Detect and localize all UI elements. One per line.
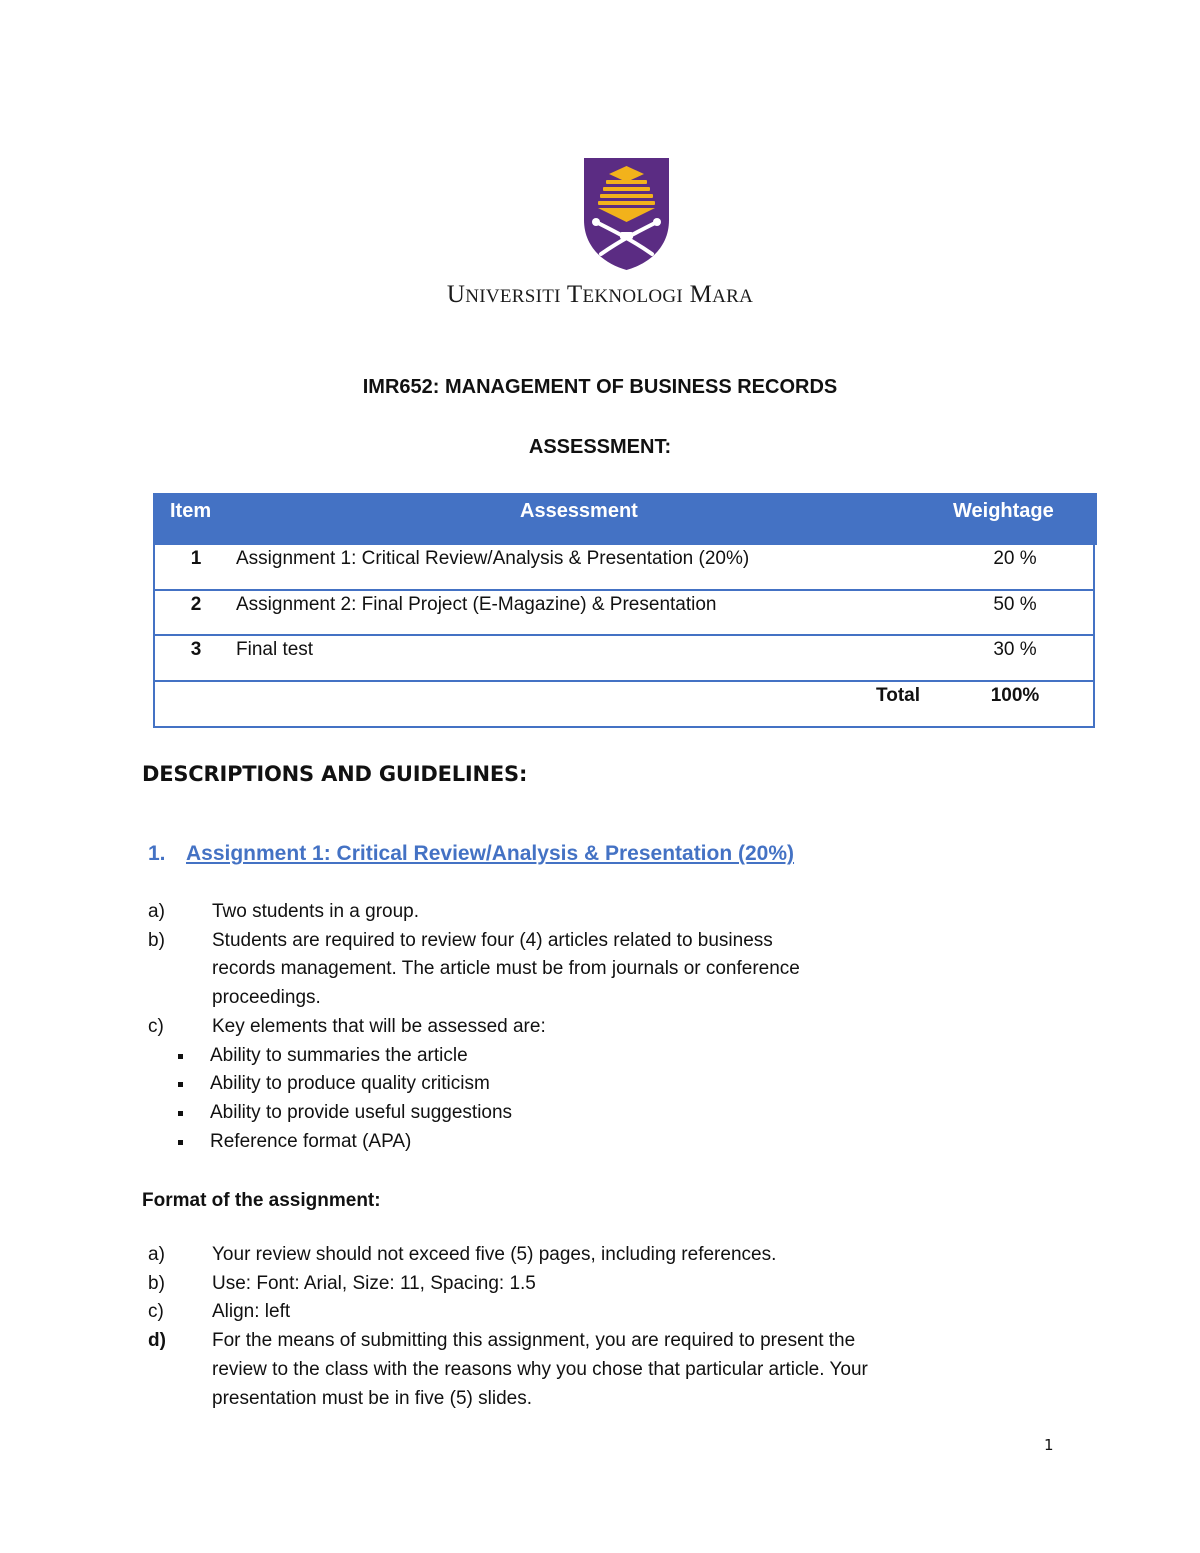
list-text: Students are required to review four (4) articles related to business: [212, 929, 773, 951]
list-label: a): [148, 901, 165, 922]
table-total-row: [155, 682, 1093, 726]
section-title-text: Assignment 1: Critical Review/Analysis & Presentation (20%): [186, 842, 795, 865]
row-assessment: Assignment 1: Critical Review/Analysis & Presentation (20%): [236, 548, 750, 569]
section-1-list: [148, 898, 800, 1156]
page-number: 1: [1044, 1436, 1054, 1454]
list-item: [148, 1270, 868, 1299]
row-item: 2: [190, 594, 202, 615]
list-item: [148, 927, 800, 1013]
row-item: 1: [190, 548, 202, 569]
list-item: [148, 1013, 800, 1042]
table-row: [155, 545, 1093, 591]
list-text: Two students in a group.: [212, 901, 420, 922]
table-row: [155, 591, 1093, 636]
total-label: Total: [876, 685, 920, 706]
list-item: [148, 898, 800, 927]
list-item: [148, 1327, 868, 1413]
list-text: For the means of submitting this assignment, you are required to present the: [212, 1330, 856, 1352]
list-label: a): [148, 1244, 165, 1265]
list-label: d): [148, 1330, 166, 1352]
university-logo: [582, 158, 671, 270]
row-weightage: 20 %: [993, 548, 1037, 569]
row-assessment: Assignment 2: Final Project (E-Magazine) & Presentation: [236, 594, 717, 615]
list-text: Key elements that will be assessed are:: [212, 1015, 546, 1037]
bullet-list: [148, 1042, 800, 1157]
list-text: Use: Font: Arial, Size: 11, Spacing: 1.5: [212, 1272, 536, 1294]
table-header: [153, 493, 1097, 545]
format-list: [148, 1241, 868, 1413]
list-label: c): [148, 1301, 164, 1323]
list-text: proceedings.: [212, 987, 321, 1009]
header-item: Item: [170, 500, 212, 522]
header-weightage: Weightage: [953, 500, 1054, 522]
table-row: [155, 636, 1093, 682]
list-item: [148, 1298, 868, 1327]
section-number: 1.: [148, 842, 166, 865]
bullet-item: Ability to summaries the article: [148, 1042, 800, 1071]
total-value: 100%: [990, 685, 1040, 706]
row-weightage: 50 %: [993, 594, 1037, 615]
row-item: 3: [190, 639, 202, 660]
guidelines-heading: DESCRIPTIONS AND GUIDELINES:: [142, 762, 528, 786]
assessment-heading: ASSESSMENT:: [528, 436, 672, 458]
header-assessment: Assessment: [520, 500, 638, 522]
list-label: b): [148, 929, 165, 951]
row-assessment: Final test: [236, 639, 314, 660]
assessment-table: [153, 493, 1095, 728]
list-text: Align: left: [212, 1301, 291, 1323]
university-name: UNIVERSITI TEKNOLOGI MARA: [446, 281, 754, 308]
course-title: IMR652: MANAGEMENT OF BUSINESS RECORDS: [362, 376, 838, 398]
bullet-item: Ability to produce quality criticism: [148, 1070, 800, 1099]
list-item: [148, 1241, 868, 1270]
list-text: Your review should not exceed five (5) pages, including references.: [212, 1244, 777, 1265]
section-1-title: [148, 842, 794, 866]
list-label: c): [148, 1015, 164, 1037]
bullet-item: Reference format (APA): [148, 1128, 800, 1157]
list-text: review to the class with the reasons why you chose that particular article. Your: [212, 1358, 868, 1380]
list-text: presentation must be in five (5) slides.: [212, 1387, 532, 1409]
bullet-item: Ability to provide useful suggestions: [148, 1099, 800, 1128]
list-label: b): [148, 1272, 165, 1294]
list-text: records management. The article must be from journals or conference: [212, 958, 800, 980]
format-heading: Format of the assignment:: [142, 1190, 381, 1211]
row-weightage: 30 %: [993, 639, 1037, 660]
